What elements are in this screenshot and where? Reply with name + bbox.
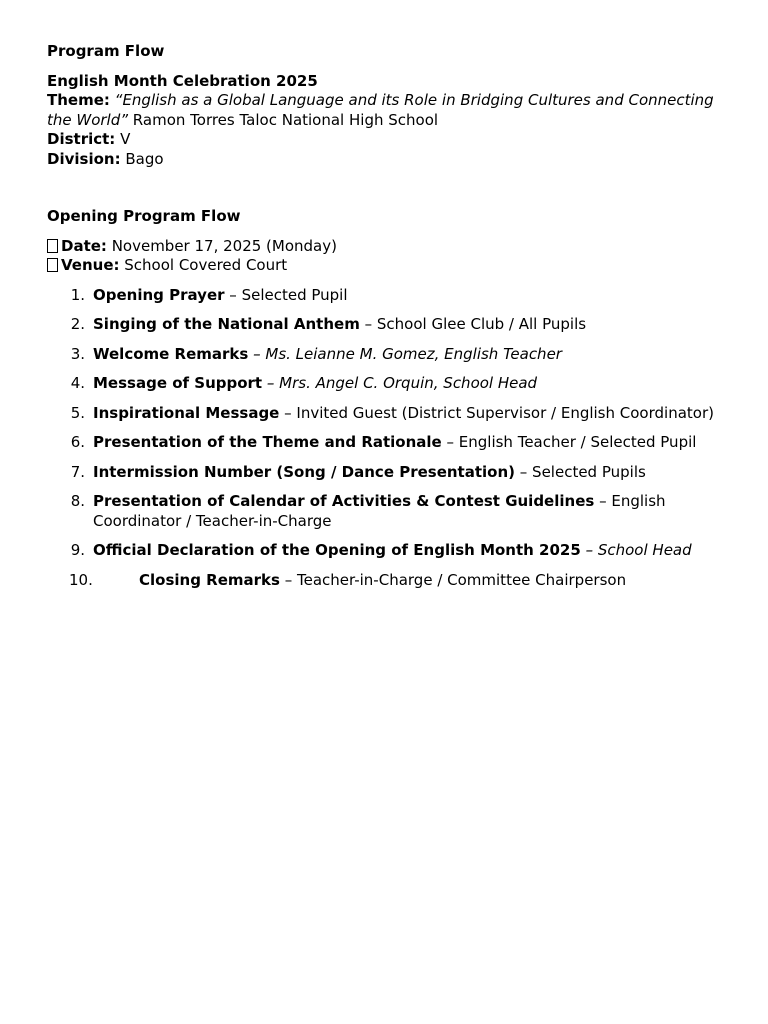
page-heading: Program Flow bbox=[47, 42, 165, 60]
school-name: Ramon Torres Taloc National High School bbox=[128, 110, 439, 129]
event-meta bbox=[47, 237, 727, 276]
item-number: 3. bbox=[70, 344, 85, 363]
item-number: 1. bbox=[70, 285, 85, 304]
item-title: Intermission Number (Song / Dance Presentation) bbox=[93, 462, 515, 481]
item-detail: Selected Pupils bbox=[532, 462, 646, 481]
item-title: Presentation of Calendar of Activities & Contest Guidelines bbox=[93, 492, 595, 510]
item-number: 6. bbox=[70, 433, 85, 451]
list-item bbox=[47, 433, 727, 453]
theme-line bbox=[47, 91, 727, 130]
item-title: Inspirational Message bbox=[93, 403, 280, 422]
item-title: Opening Prayer bbox=[93, 285, 225, 304]
item-separator: – bbox=[279, 570, 297, 589]
venue-line bbox=[47, 256, 727, 276]
item-detail: Invited Guest (District Supervisor / English Coordinator) bbox=[296, 403, 714, 422]
item-separator: – bbox=[580, 541, 598, 559]
item-detail: School Head bbox=[597, 541, 692, 559]
item-detail: School Glee Club / All Pupils bbox=[376, 315, 587, 333]
list-item bbox=[47, 492, 727, 531]
item-detail: Mrs. Angel C. Orquin, School Head bbox=[279, 374, 538, 392]
item-number: 9. bbox=[70, 541, 85, 559]
item-title: Singing of the National Anthem bbox=[93, 315, 360, 333]
item-number: 10. bbox=[69, 570, 93, 589]
location-icon bbox=[47, 258, 58, 272]
list-item bbox=[47, 571, 727, 591]
item-number: 2. bbox=[70, 315, 85, 333]
item-number: 4. bbox=[70, 374, 85, 392]
item-separator: – bbox=[262, 374, 280, 392]
item-title: Message of Support bbox=[93, 374, 263, 392]
event-title: English Month Celebration 2025 bbox=[47, 71, 318, 90]
item-separator: – bbox=[515, 462, 533, 481]
item-number: 7. bbox=[70, 462, 85, 481]
item-separator: – bbox=[248, 344, 266, 363]
item-detail: English Coordinator / Teacher-in-Charge bbox=[93, 492, 666, 530]
item-separator: – bbox=[594, 492, 612, 510]
item-separator: – bbox=[441, 433, 459, 451]
district-line bbox=[47, 130, 727, 150]
item-title: Presentation of the Theme and Rationale bbox=[93, 433, 442, 451]
item-detail: Selected Pupil bbox=[241, 285, 348, 304]
item-title: Closing Remarks bbox=[139, 570, 280, 589]
date-label: Date: bbox=[61, 236, 107, 255]
division-line bbox=[47, 150, 727, 170]
item-separator: – bbox=[279, 403, 297, 422]
list-item bbox=[47, 315, 727, 335]
list-item bbox=[47, 541, 727, 561]
date-line bbox=[47, 237, 727, 257]
item-title: Official Declaration of the Opening of English Month 2025 bbox=[93, 541, 581, 559]
district-label: District: bbox=[47, 130, 116, 148]
item-separator: – bbox=[224, 285, 242, 304]
program-list bbox=[47, 286, 727, 591]
item-title: Welcome Remarks bbox=[93, 344, 249, 363]
district-value: V bbox=[115, 130, 131, 148]
section-title: Opening Program Flow bbox=[47, 207, 241, 225]
division-value: Bago bbox=[120, 149, 164, 168]
theme-label: Theme: bbox=[47, 91, 110, 109]
list-item bbox=[47, 345, 727, 365]
list-item bbox=[47, 463, 727, 483]
list-item bbox=[47, 374, 727, 394]
item-detail: Teacher-in-Charge / Committee Chairperson bbox=[297, 570, 627, 589]
date-value: November 17, 2025 (Monday) bbox=[106, 236, 337, 255]
item-separator: – bbox=[359, 315, 377, 333]
venue-label: Venue: bbox=[61, 256, 120, 274]
theme-quote: “English as a Global Language and its Role in Bridging Cultures and Connecting the World” bbox=[47, 91, 714, 129]
venue-value: School Covered Court bbox=[119, 256, 288, 274]
document-page bbox=[47, 42, 727, 600]
item-number: 5. bbox=[70, 403, 85, 422]
event-info bbox=[47, 72, 727, 170]
division-label: Division: bbox=[47, 149, 121, 168]
calendar-icon bbox=[47, 239, 58, 253]
list-item bbox=[47, 286, 727, 306]
item-number: 8. bbox=[70, 492, 85, 510]
item-detail: Ms. Leianne M. Gomez, English Teacher bbox=[265, 344, 562, 363]
list-item bbox=[47, 404, 727, 424]
item-detail: English Teacher / Selected Pupil bbox=[458, 433, 697, 451]
